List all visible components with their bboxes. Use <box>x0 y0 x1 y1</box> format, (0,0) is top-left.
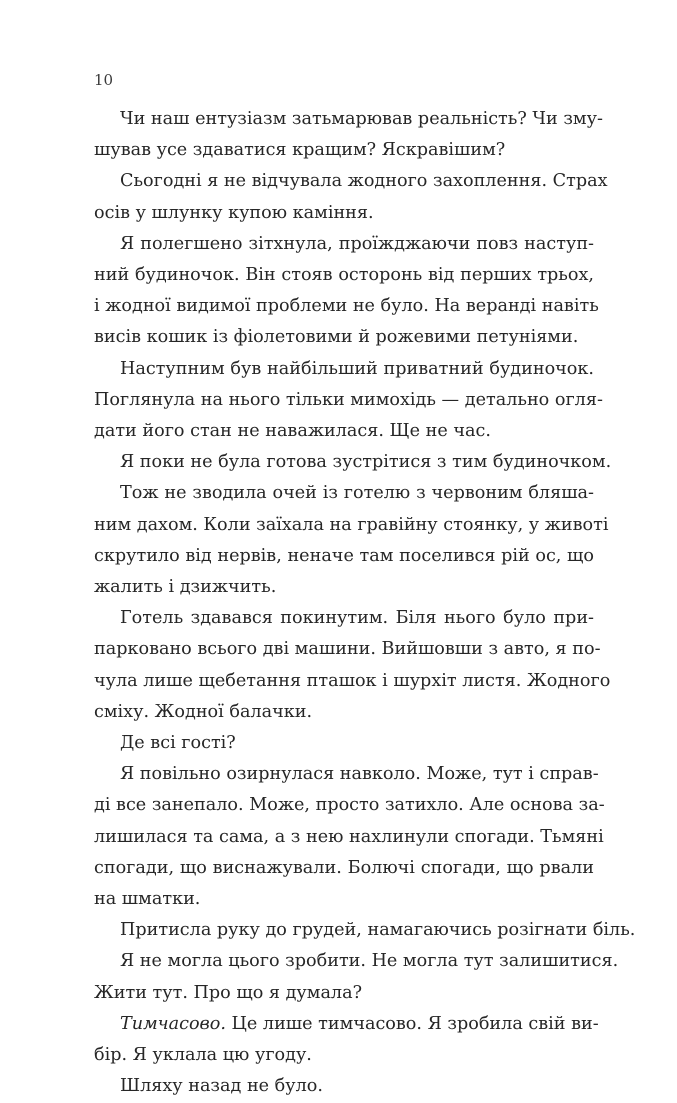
text-line: Де всі гості? <box>120 733 236 754</box>
text-line: на шматки. <box>94 889 201 910</box>
text-line: осів у шлунку купою каміння. <box>94 202 374 223</box>
text-line: дати його стан не наважилася. Ще не час. <box>94 421 491 442</box>
text-line: ді все занепало. Може, просто затихло. Але основа за- <box>94 795 605 816</box>
paragraph <box>94 759 605 915</box>
text-line: жалить і дзижчить. <box>94 577 277 598</box>
text-line: Сьогодні я не відчувала жодного захоплення. Страх <box>120 171 608 192</box>
text-line: Наступним був найбільший приватний будиночок. <box>120 358 594 379</box>
text-line: ним дахом. Коли заїхала на гравійну стоянку, у животі <box>94 514 609 535</box>
text-line: Я не могла цього зробити. Не могла тут залишитися. <box>120 951 619 972</box>
paragraph <box>94 166 608 228</box>
text-segment: Це лише тимчасово. Я зробила свій ви- <box>225 1013 599 1034</box>
text-line: Жити тут. Про що я думала? <box>94 982 363 1003</box>
text-line: Готель здавався покинутим. Біля нього було при- <box>120 608 594 629</box>
text-line: висів кошик із фіолетовими й рожевими петуніями. <box>94 327 579 348</box>
text-line: Я поки не була готова зустрітися з тим будиночком. <box>120 452 612 473</box>
text-line: Поглянула на нього тільки мимохідь — детально огля- <box>94 389 603 410</box>
italic-word: Тимчасово. <box>120 1013 226 1034</box>
text-line: Я повільно озирнулася навколо. Може, тут і справ- <box>120 764 599 785</box>
text-line: ний будиночок. Він стояв осторонь від перших трьох, <box>94 265 594 286</box>
paragraph <box>94 946 619 1008</box>
paragraph <box>94 354 603 448</box>
text-line: шував усе здаватися кращим? Яскравішим? <box>94 140 506 161</box>
paragraph <box>94 447 612 478</box>
paragraph <box>94 915 636 946</box>
text-line: бір. Я уклала цю угоду. <box>94 1045 312 1066</box>
text-line: Тож не зводила очей із готелю з червоним бляша- <box>120 483 594 504</box>
paragraph <box>94 603 611 728</box>
text-line: і жодної видимої проблеми не було. На веранді навіть <box>94 296 599 317</box>
text-line: Я полегшено зітхнула, проїжджаючи повз наступ- <box>120 233 594 254</box>
text-line: сміху. Жодної балачки. <box>94 701 313 722</box>
text-line: скрутило від нервів, неначе там поселився рій ос, що <box>94 545 594 566</box>
paragraph <box>94 104 603 166</box>
paragraph <box>94 229 599 354</box>
text-line <box>94 1009 599 1040</box>
body-text <box>94 104 636 1103</box>
text-line: Чи наш ентузіазм затьмарював реальність? Чи зму- <box>120 109 603 129</box>
text-line: Шляху назад не було. <box>120 1076 323 1097</box>
text-line: лишилася та сама, а з нею нахлинули спогади. Тьмяні <box>94 826 604 847</box>
text-line: чула лише щебетання пташок і шурхіт листя. Жодного <box>94 670 611 691</box>
text-line: спогади, що виснажували. Болючі спогади, що рвали <box>94 857 594 878</box>
text-line: парковано всього дві машини. Вийшовши з авто, я по- <box>94 639 601 660</box>
paragraph <box>94 478 609 603</box>
page-number: 10 <box>94 71 114 89</box>
paragraph <box>94 728 594 759</box>
paragraph <box>94 1071 594 1102</box>
paragraph <box>94 1009 599 1071</box>
text-line: Притисла руку до грудей, намагаючись розігнати біль. <box>120 920 636 941</box>
